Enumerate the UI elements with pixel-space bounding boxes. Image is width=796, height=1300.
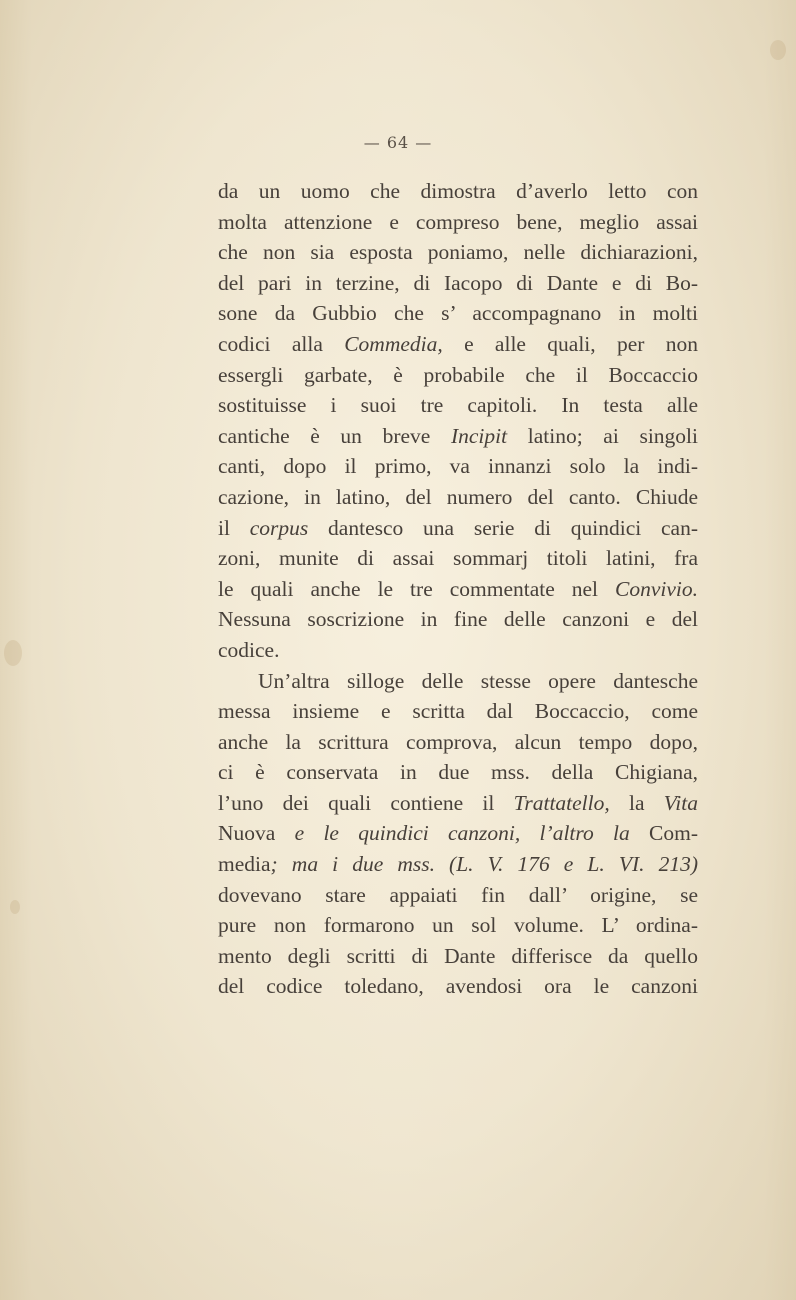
text-line (218, 329, 698, 360)
text-segment: mento degli scritti di Dante differisce da quello (218, 943, 698, 968)
text-line (218, 727, 698, 758)
paper-stain (770, 40, 786, 60)
body-text (218, 176, 698, 1002)
text-segment: Nuova (218, 821, 276, 846)
text-segment: il (218, 515, 250, 540)
paper-stain (4, 640, 22, 666)
italic-title: Commedia, (344, 331, 443, 356)
italic-title: Incipit (450, 423, 508, 448)
text-line (218, 788, 698, 819)
text-segment: le quali anche le tre commentate nel (218, 576, 615, 601)
text-line (218, 298, 698, 329)
text-segment: dovevano stare appaiati fin dall’ origine, se (218, 882, 698, 907)
italic-title: Convivio. (615, 576, 698, 601)
text-segment: sone da Gubbio che s’ accompagnano in molti (218, 301, 698, 326)
text-segment: sostituisse i suoi tre capitoli. In testa alle (218, 393, 698, 418)
text-line (218, 666, 698, 697)
paragraph (218, 666, 698, 1003)
text-segment: l’uno dei quali contiene il (218, 790, 514, 815)
text-segment: del pari in terzine, di Iacopo di Dante e di Bo- (218, 270, 698, 295)
text-line (218, 482, 698, 513)
text-line (218, 604, 698, 635)
text-segment: Com- (649, 821, 698, 846)
text-segment: latino; ai singoli (507, 423, 698, 448)
text-segment: cantiche è un breve (218, 423, 451, 448)
text-line (218, 451, 698, 482)
italic-title: Trattatello, (513, 790, 610, 815)
text-line (218, 176, 698, 207)
text-line (218, 635, 698, 666)
paragraph (218, 176, 698, 666)
text-segment: Un’altra silloge delle stesse opere dantesche (258, 668, 698, 693)
text-segment: codici alla (218, 331, 345, 356)
text-segment: anche la scrittura comprova, alcun tempo dopo, (218, 729, 698, 754)
text-line (218, 390, 698, 421)
text-line (218, 574, 698, 605)
text-line (218, 543, 698, 574)
text-segment: molta attenzione e compreso bene, meglio assai (218, 209, 698, 234)
text-segment: messa insieme e scritta dal Boccaccio, come (218, 699, 698, 724)
text-line (218, 360, 698, 391)
italic-title: corpus (249, 515, 309, 540)
text-segment: del codice toledano, avendosi ora le canzoni (218, 974, 698, 999)
text-segment: Nessuna soscrizione in fine delle canzoni e del (218, 607, 698, 632)
text-line (218, 849, 698, 880)
text-segment: canti, dopo il primo, va innanzi solo la indi- (218, 454, 698, 479)
text-line (218, 880, 698, 911)
text-line (218, 941, 698, 972)
text-segment: da un uomo che dimostra d’averlo letto con (218, 179, 698, 203)
text-segment: che non sia esposta poniamo, nelle dichiarazioni, (218, 240, 698, 265)
italic-title: Vita (663, 790, 698, 815)
text-segment: codice. (218, 637, 280, 662)
text-line (218, 696, 698, 727)
text-line (218, 237, 698, 268)
text-segment: e alle quali, per non (442, 331, 698, 356)
text-line (218, 910, 698, 941)
text-line (218, 268, 698, 299)
italic-title: e le quindici canzoni, l’altro la (275, 821, 650, 846)
text-line (218, 818, 698, 849)
text-segment: media (218, 852, 271, 877)
text-line (218, 971, 698, 1002)
text-segment: cazione, in latino, del numero del canto. Chiude (218, 484, 698, 509)
text-line (218, 757, 698, 788)
text-segment: essergli garbate, è probabile che il Boccaccio (218, 362, 698, 387)
text-line (218, 421, 698, 452)
text-line (218, 207, 698, 238)
italic-title: ; ma i due mss. (L. V. 176 e L. VI. 213) (270, 852, 698, 877)
text-segment: la (609, 790, 664, 815)
paper-stain (10, 900, 20, 914)
text-line (218, 513, 698, 544)
text-segment: zoni, munite di assai sommarj titoli latini, fra (218, 546, 698, 571)
text-segment: dantesco una serie di quindici can- (308, 515, 698, 540)
page-number: — 64 — (363, 133, 433, 152)
text-segment: pure non formarono un sol volume. L’ ordina- (218, 913, 698, 938)
text-segment: ci è conservata in due mss. della Chigiana, (218, 760, 698, 785)
